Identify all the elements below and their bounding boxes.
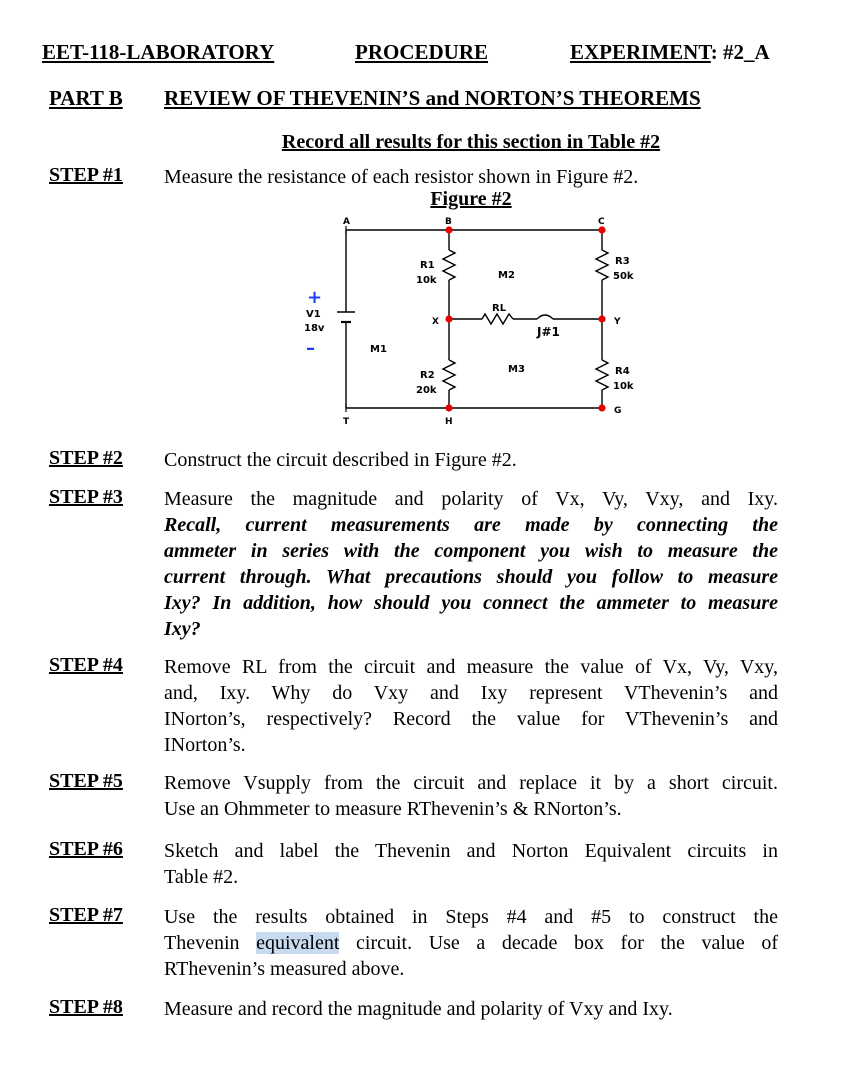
node-b-dot [445,226,452,233]
mesh-m2-label: M2 [498,270,515,281]
experiment-heading [570,40,770,65]
step-2-label: STEP #2 [49,447,123,469]
step-1-label: STEP #1 [49,164,123,186]
r2-resistor [443,360,455,390]
node-c-dot [598,226,605,233]
mesh-m3-label: M3 [508,364,525,375]
step-7-line-3: RThevenin’s measured above. [164,958,405,980]
step-7-line-2-start: Thevenin [164,932,240,954]
step-3-line-6: Ixy? [164,618,201,640]
r1-resistor [443,250,455,280]
step-7-text [164,904,778,982]
step-7-line-2 [164,930,778,956]
step-6-line-1: Sketch and label the Thevenin and Norton Equivalent circuits in [164,840,778,862]
experiment-number: : #2_A [710,40,770,64]
node-a-label: A [343,217,350,227]
step-3-line-4: current through. What precautions should you follow to measure [164,566,778,588]
step-3-label: STEP #3 [49,486,123,508]
r4-value: 10k [613,381,634,392]
r1-value: 10k [416,275,437,286]
node-g-dot [598,404,605,411]
step-7-label: STEP #7 [49,904,123,926]
step-5-line-1: Remove Vsupply from the circuit and replace it by a short circuit. [164,772,778,794]
step-4-line-4: INorton’s. [164,734,246,756]
course-title: EET-118-LABORATORY [42,40,275,64]
step-7-line-2-end: circuit. Use a decade box for the value of [356,932,779,954]
node-y-label: Y [614,317,621,327]
step-7-line-1: Use the results obtained in Steps #4 and #5 to construct the [164,906,778,928]
node-x-label: X [432,317,439,327]
step-3-line-1: Measure the magnitude and polarity of Vx, Vy, Vxy, and Ixy. [164,488,778,510]
step-3-line-5: Ixy? In addition, how should you connect the ammeter to measure [164,592,778,614]
source-minus-sign: – [306,338,315,359]
step-6-line-2: Table #2. [164,866,239,888]
step-4-label: STEP #4 [49,654,123,676]
rl-resistor [482,314,513,324]
r4-resistor [596,360,608,390]
step-2-text: Construct the circuit described in Figure #2. [164,449,517,471]
mesh-m1-label: M1 [370,344,387,355]
source-plus-sign: + [307,287,323,308]
r3-resistor [596,250,608,280]
node-t-label: T [343,417,350,427]
part-label: PART B [49,86,123,110]
step-8-label: STEP #8 [49,996,123,1018]
node-g-label: G [614,406,622,416]
experiment-label: EXPERIMENT [570,40,711,64]
jumper-label: J#1 [537,325,560,339]
node-x-dot [445,315,452,322]
node-h-label: H [445,417,453,427]
step-6-label: STEP #6 [49,838,123,860]
node-c-label: C [598,217,605,227]
step-6-text [164,838,778,890]
record-note: Record all results for this section in Table #2 [281,131,661,153]
figure-title: Figure #2 [430,188,512,210]
step-5-line-2: Use an Ohmmeter to measure RThevenin’s & RNorton’s. [164,798,622,820]
step-4-line-3: INorton’s, respectively? Record the value for VThevenin’s and [164,708,778,730]
node-y-dot [598,315,605,322]
step-4-text [164,654,778,758]
source-name: V1 [306,309,321,320]
step-8-text: Measure and record the magnitude and polarity of Vxy and Ixy. [164,998,673,1020]
r3-value: 50k [613,271,634,282]
step-4-line-2: and, Ixy. Why do Vxy and Ixy represent VThevenin’s and [164,682,778,704]
rl-name: RL [492,303,507,314]
step-3-line-2: Recall, current measurements are made by connecting the [164,514,778,536]
node-h-dot [445,404,452,411]
step-3-text [164,486,778,642]
r1-name: R1 [420,260,435,271]
step-5-label: STEP #5 [49,770,123,792]
r4-name: R4 [615,366,630,377]
r2-value: 20k [416,385,437,396]
jumper-symbol [537,315,553,319]
circuit-diagram [280,210,660,440]
part-title: REVIEW OF THEVENIN’S and NORTON’S THEOREMS [164,86,701,110]
step-4-line-1: Remove RL from the circuit and measure the value of Vx, Vy, Vxy, [164,656,778,678]
step-5-text [164,770,778,822]
highlighted-word[interactable]: equivalent [256,932,340,954]
source-value: 18v [304,323,325,334]
step-3-line-3: ammeter in series with the component you wish to measure the [164,540,778,562]
step-1-text: Measure the resistance of each resistor shown in Figure #2. [164,166,639,188]
r2-name: R2 [420,370,435,381]
node-b-label: B [445,217,452,227]
section-title: PROCEDURE [355,40,489,64]
r3-name: R3 [615,256,630,267]
